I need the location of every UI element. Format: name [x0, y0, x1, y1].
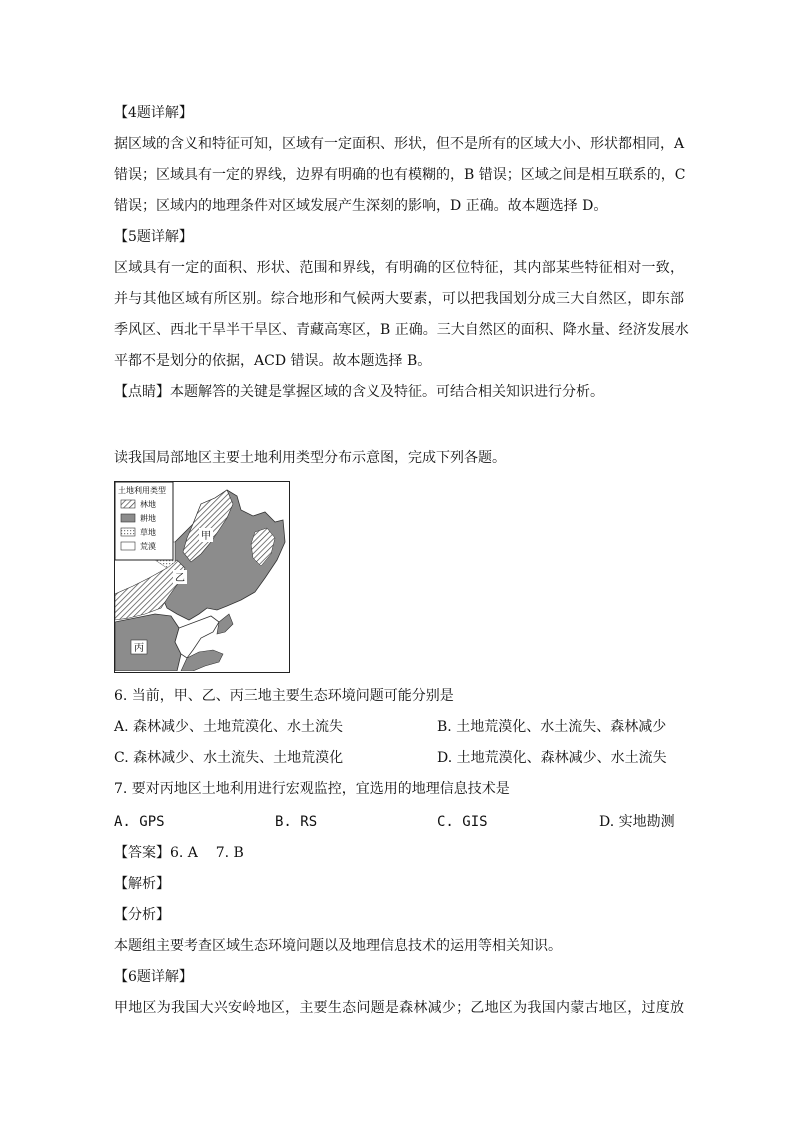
section6-line-1: 甲地区为我国大兴安岭地区，主要生态问题是森林减少；乙地区为我国内蒙古地区，过度放	[114, 1000, 684, 1016]
q6-option-d: D. 土地荒漠化、森林减少、水土流失	[437, 750, 667, 766]
section4-line-2: 错误；区域具有一定的界线，边界有明确的也有模糊的，B 错误；区域之间是相互联系的，C	[114, 167, 686, 183]
question-intro: 读我国局部地区主要土地利用类型分布示意图，完成下列各题。	[114, 450, 506, 466]
legend-swatch-grassland	[121, 528, 135, 536]
q6-option-c: C. 森林减少、水土流失、土地荒漠化	[114, 750, 344, 766]
section5-heading: 【5题详解】	[114, 229, 193, 245]
legend-grassland: 草地	[140, 528, 156, 537]
section4-heading: 【4题详解】	[114, 105, 193, 121]
section4-line-3: 错误；区域内的地理条件对区域发展产生深刻的影响，D 正确。故本题选择 D。	[114, 198, 608, 214]
legend-swatch-forest	[121, 500, 135, 508]
legend-desert: 荒漠	[140, 542, 156, 551]
q6-option-b: B. 土地荒漠化、水土流失、森林减少	[437, 719, 667, 735]
fenxi-text: 本题组主要考查区域生态环境问题以及地理信息技术的运用等相关知识。	[114, 938, 562, 954]
jiexi-heading: 【解析】	[114, 876, 170, 892]
section5-line-1: 区域具有一定的面积、形状、范围和界线，有明确的区位特征，其内部某些特征相对一致，	[114, 260, 684, 276]
legend-title: 土地利用类型	[118, 486, 166, 495]
legend-cropland: 耕地	[140, 514, 156, 523]
q6-stem: 6. 当前，甲、乙、丙三地主要生态环境问题可能分别是	[114, 688, 454, 704]
label-yi: 乙	[175, 573, 185, 584]
section5-line-2: 并与其他区域有所区别。综合地形和气候两大要素，可以把我国划分成三大自然区，即东部	[114, 291, 684, 307]
answer-line: 【答案】6. A 7. B	[114, 845, 244, 861]
legend-swatch-desert	[121, 542, 135, 550]
q7-stem: 7. 要对丙地区土地利用进行宏观监控，宜选用的地理信息技术是	[114, 781, 510, 797]
section4-line-1: 据区域的含义和特征可知，区域有一定面积、形状，但不是所有的区域大小、形状都相同，A	[114, 136, 685, 152]
section5-line-4: 平都不是划分的依据，ACD 错误。故本题选择 B。	[114, 353, 432, 369]
q7-option-a: A. GPS	[114, 814, 165, 830]
dianjing-note: 【点睛】本题解答的关键是掌握区域的含义及特征。可结合相关知识进行分析。	[114, 384, 604, 400]
q6-option-a: A. 森林减少、土地荒漠化、水土流失	[114, 719, 344, 735]
fenxi-heading: 【分析】	[114, 907, 170, 923]
land-use-map	[114, 481, 290, 673]
q7-option-d: D. 实地勘测	[599, 814, 675, 830]
legend-swatch-cropland	[121, 514, 135, 522]
q7-option-c: C. GIS	[437, 814, 488, 830]
label-bing: 丙	[134, 643, 144, 654]
section5-line-3: 季风区、西北干旱半干旱区、青藏高寒区，B 正确。三大自然区的面积、降水量、经济发展水	[114, 322, 689, 338]
q7-option-b: B. RS	[275, 814, 318, 830]
cropland-south	[115, 614, 181, 671]
label-jia: 甲	[201, 531, 211, 542]
legend-forest: 林地	[140, 500, 156, 509]
peninsula	[217, 614, 233, 634]
section6-heading: 【6题详解】	[114, 969, 193, 985]
